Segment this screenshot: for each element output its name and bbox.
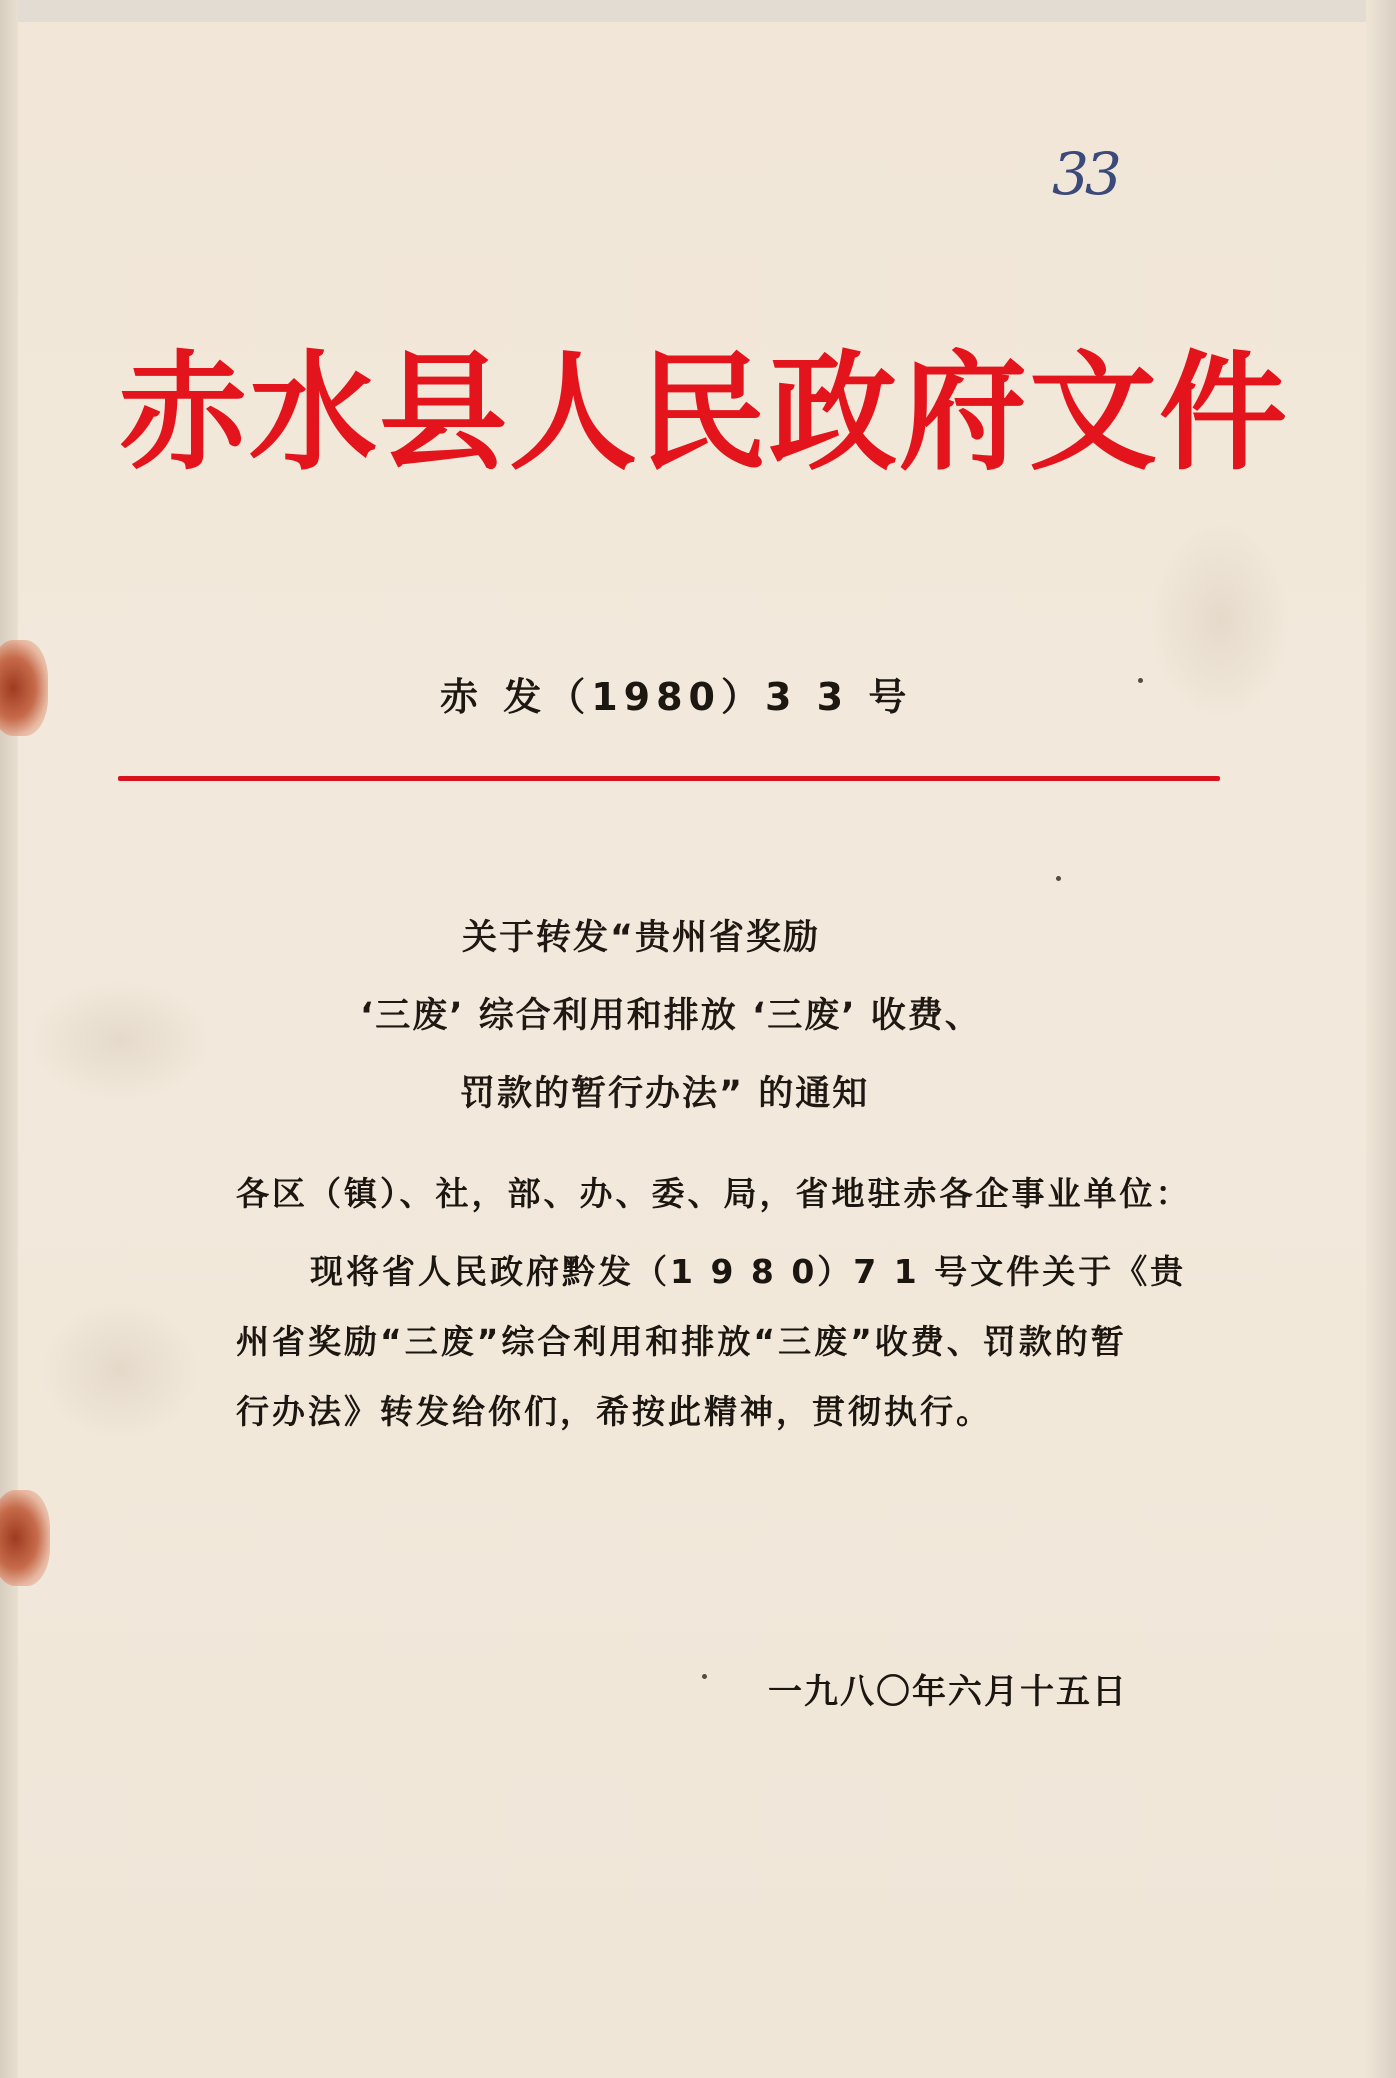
left-edge-shadow xyxy=(0,0,18,2078)
stray-ink-mark xyxy=(702,1674,707,1679)
document-header-title: 赤水县人民政府文件 xyxy=(118,339,1289,488)
document-date: 一九八〇年六月十五日 xyxy=(768,1672,1128,1712)
binding-hole xyxy=(0,640,48,736)
subject-line: 关于转发“贵州省奖励 xyxy=(462,918,821,958)
body-line: 行办法》转发给你们，希按此精神，贯彻执行。 xyxy=(236,1392,992,1431)
stray-ink-mark xyxy=(1138,678,1143,683)
body-line: 州省奖励“三废”综合利用和排放“三废”收费、罚款的暂 xyxy=(236,1322,1127,1361)
document-number: 赤 发（1980）3 3 号 xyxy=(440,675,913,719)
binding-hole xyxy=(0,1490,50,1586)
paper-stain xyxy=(30,980,210,1100)
handwritten-page-number: 33 xyxy=(1052,140,1118,208)
body-line: 现将省人民政府黔发（1 9 8 0）7 1 号文件关于《贵 xyxy=(310,1252,1187,1291)
right-edge-shadow xyxy=(1366,0,1396,2078)
paper-stain xyxy=(1150,520,1290,720)
paper-stain xyxy=(40,1300,200,1440)
subject-line: ‘三废’ 综合利用和排放 ‘三废’ 收费、 xyxy=(360,996,982,1036)
subject-line: 罚款的暂行办法” 的通知 xyxy=(460,1074,870,1114)
page-top-edge xyxy=(0,0,1396,22)
red-divider-rule xyxy=(118,776,1220,781)
stray-ink-mark xyxy=(1056,876,1061,881)
addressee-line: 各区（镇）、社，部、办、委、局，省地驻赤各企事业单位： xyxy=(236,1174,1192,1213)
